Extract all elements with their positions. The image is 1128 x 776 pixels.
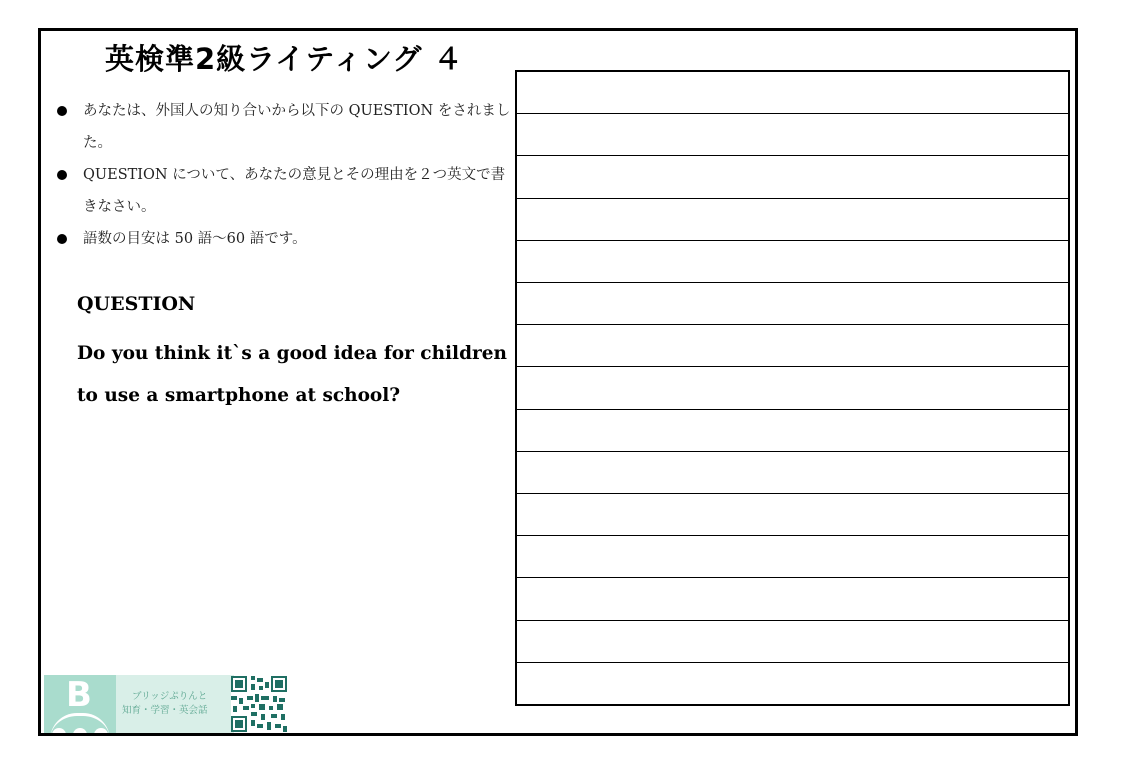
instruction-item — [53, 223, 513, 255]
logo-tagline: 知育・学習・英会話 — [122, 705, 208, 716]
answer-writing-area[interactable] — [515, 70, 1070, 706]
answer-line[interactable] — [517, 199, 1068, 241]
question-text: Do you think it`s a good idea for children to use a smartphone at school? — [77, 343, 507, 406]
answer-line[interactable] — [517, 410, 1068, 452]
answer-line[interactable] — [517, 578, 1068, 620]
bullet-icon — [57, 106, 67, 116]
brand-logo — [44, 675, 234, 733]
instruction-item — [53, 159, 513, 223]
answer-line[interactable] — [517, 621, 1068, 663]
answer-line[interactable] — [517, 72, 1068, 114]
answer-line[interactable] — [517, 494, 1068, 536]
answer-line[interactable] — [517, 283, 1068, 325]
logo-brand-name: ブリッジぷりんと — [132, 691, 208, 702]
bullet-icon — [57, 234, 67, 244]
answer-line[interactable] — [517, 114, 1068, 156]
question-heading: QUESTION — [77, 293, 196, 315]
answer-line[interactable] — [517, 325, 1068, 367]
bullet-icon — [57, 170, 67, 180]
worksheet-title: 英検準2級ライティング ４ — [105, 42, 464, 76]
answer-line[interactable] — [517, 536, 1068, 578]
answer-line[interactable] — [517, 367, 1068, 409]
logo-letter: B — [66, 675, 92, 715]
answer-line[interactable] — [517, 452, 1068, 494]
worksheet — [38, 28, 1078, 736]
instruction-text: 語数の目安は 50 語〜60 語です。 — [83, 231, 307, 247]
bridge-logo-icon — [44, 675, 116, 733]
instruction-text: QUESTION について、あなたの意見とその理由を２つ英文で書きなさい。 — [83, 167, 506, 215]
answer-line[interactable] — [517, 241, 1068, 283]
answer-line[interactable] — [517, 156, 1068, 198]
instruction-text: あなたは、外国人の知り合いから以下の QUESTION をされました。 — [83, 103, 511, 151]
answer-line[interactable] — [517, 663, 1068, 704]
instructions-list — [53, 95, 513, 255]
instruction-item — [53, 95, 513, 159]
qr-code-icon — [231, 676, 287, 732]
logo-text — [116, 675, 234, 733]
